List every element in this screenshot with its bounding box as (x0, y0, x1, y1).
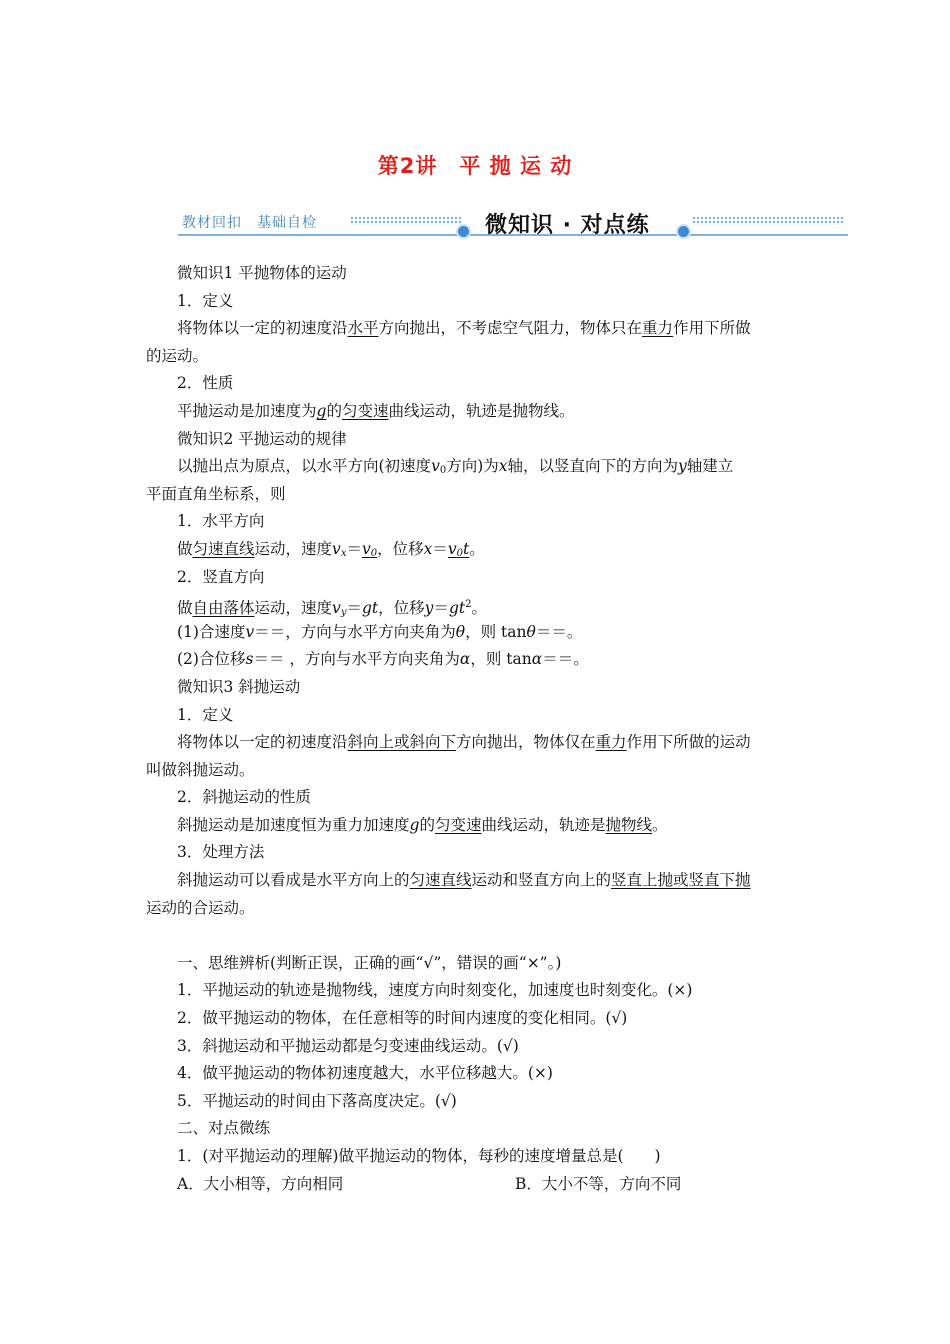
text: ＝＝。 (535, 622, 583, 641)
text: (1)合速度 (177, 622, 246, 641)
text: ＝ (432, 539, 448, 558)
k2-sub1: 1．水平方向 (177, 512, 265, 531)
text: ，位移 (378, 599, 425, 618)
symbol: θ (455, 622, 466, 641)
symbol: g (409, 815, 420, 834)
subscript: 0 (370, 547, 378, 559)
text: 运动和竖直方向上的 (471, 871, 612, 890)
symbol: t (463, 539, 470, 558)
text: 将物体以一定的初速度沿 (177, 733, 348, 752)
section-banner (178, 208, 848, 240)
answer-underline: 斜向上或斜向下 (347, 733, 457, 752)
symbol: v (431, 457, 440, 476)
symbol: x (498, 457, 508, 476)
k2-horizontal-line (146, 536, 816, 564)
page-title: 第2讲 平 抛 运 动 (377, 154, 573, 178)
text: 。 (469, 539, 485, 558)
text: 作用下所做 (673, 319, 751, 338)
symbol: s (245, 650, 254, 669)
k1-prop-line (146, 398, 816, 426)
symbol: v (447, 539, 457, 558)
text: 作用下所做的运动 (626, 733, 751, 752)
k2-combined-displacement (146, 646, 816, 674)
k1-sub1: 1．定义 (177, 291, 234, 310)
banner-title: 微知识 · 对点练 (485, 213, 650, 238)
superscript: 2 (465, 599, 472, 611)
symbol: v (361, 539, 371, 558)
option-a: A．大小相等，方向相同 (177, 1174, 344, 1193)
k2-sub2: 2．竖直方向 (177, 567, 265, 586)
symbol: v (245, 622, 255, 641)
spacer (146, 922, 816, 950)
k1-def-line1 (146, 315, 816, 343)
k3-method-line1 (146, 867, 816, 895)
practice-options (146, 1171, 816, 1199)
answer-underline: 抛物线 (605, 815, 653, 834)
symbol: gt (361, 599, 379, 618)
text: 做 (177, 599, 193, 618)
answer-underline (448, 540, 469, 558)
text: 的 (419, 815, 435, 834)
k2-combined-velocity (146, 619, 816, 647)
judge-item: 2．做平抛运动的物体，在任意相等的时间内速度的变化相同。(√) (177, 1009, 628, 1028)
text: 的 (326, 401, 342, 420)
symbol: v (332, 599, 341, 618)
text: 将物体以一定的初速度沿 (177, 319, 348, 338)
text: 轴建立 (686, 457, 734, 476)
text: 方向抛出，物体仅在 (456, 733, 596, 752)
text: 做 (177, 539, 193, 558)
text: ＝＝。 (542, 650, 589, 669)
option-b: B．大小不等，方向不同 (515, 1174, 682, 1193)
text: ＝＝ ，方向与水平方向夹角为 (253, 650, 460, 669)
subscript: 0 (456, 547, 464, 559)
text: ＝＝，方向与水平方向夹角为 (254, 622, 456, 641)
text: 斜抛运动是加速度恒为重力加速度 (177, 815, 410, 834)
symbol: x (423, 539, 433, 558)
k2-heading: 微知识2 平抛运动的规律 (177, 429, 347, 448)
text: 斜抛运动可以看成是水平方向上的 (177, 871, 410, 890)
k3-sub2: 2．斜抛运动的性质 (177, 788, 311, 807)
answer-underline: 水平 (347, 319, 379, 338)
document-body (146, 260, 816, 1198)
answer-underline: 匀速直线 (409, 871, 472, 890)
answer-underline: 重力 (595, 733, 627, 752)
k3-def-line1 (146, 729, 816, 757)
text: ，则 tan (465, 622, 527, 641)
answer-underline: g (316, 401, 327, 420)
text: 曲线运动，轨迹是 (481, 815, 606, 834)
k1-heading: 微知识1 平抛物体的运动 (177, 264, 347, 282)
text: (2)合位移 (177, 650, 246, 669)
text: ＝ (346, 599, 362, 618)
answer-underline: 匀速直线 (192, 539, 255, 558)
symbol: v (332, 539, 341, 558)
answer-underline: 匀变速 (434, 815, 482, 834)
text: ，则 tan (470, 650, 532, 669)
text: 。 (652, 815, 668, 834)
practice-heading: 二、对点微练 (177, 1119, 271, 1138)
text: 以抛出点为原点，以水平方向(初速度 (177, 457, 432, 476)
text: ＝ (433, 599, 449, 618)
judge-item: 4．做平抛运动的物体初速度越大，水平位移越大。(×) (177, 1064, 553, 1083)
judge-item: 5．平抛运动的时间由下落高度决定。(√) (177, 1091, 457, 1110)
banner-dots-left (350, 216, 462, 225)
k3-def-line2: 叫做斜抛运动。 (146, 760, 255, 779)
text: 运动，速度 (254, 539, 333, 558)
answer-underline (362, 540, 377, 558)
subscript: x (340, 547, 347, 559)
banner-dots-right (692, 216, 844, 225)
subscript: 0 (439, 465, 447, 477)
text: 方向)为 (446, 457, 499, 476)
text: 方向抛出，不考虑空气阻力，物体只在 (378, 319, 643, 338)
k3-sub1: 1．定义 (177, 705, 234, 724)
symbol: y (678, 457, 687, 476)
banner-bullet-right-icon (676, 224, 691, 239)
banner-subtitle: 教材回扣 基础自检 (182, 215, 317, 231)
symbol: gt (448, 599, 466, 618)
symbol: θ (526, 622, 536, 641)
text: 。 (471, 599, 487, 618)
text: 曲线运动，轨迹是抛物线。 (388, 401, 575, 420)
answer-underline: 自由落体 (192, 599, 255, 618)
text: ＝ (346, 539, 362, 558)
answer-underline: 竖直上抛或竖直下抛 (611, 871, 751, 890)
text: ，位移 (377, 539, 424, 558)
k2-intro-line1 (146, 453, 816, 481)
symbol: α (459, 650, 471, 669)
banner-bullet-left-icon (456, 224, 471, 239)
k2-vertical-line (146, 591, 816, 619)
k1-sub2: 2．性质 (177, 374, 234, 393)
k3-sub3: 3．处理方法 (177, 843, 265, 862)
k3-method-line2: 运动的合运动。 (146, 898, 255, 917)
symbol: y (424, 599, 434, 618)
text: 轴，以竖直向下的方向为 (507, 457, 679, 476)
k3-heading: 微知识3 斜抛运动 (177, 677, 301, 696)
answer-underline: 匀变速 (341, 401, 389, 420)
answer-underline: 重力 (642, 319, 674, 338)
judge-item: 1．平抛运动的轨迹是抛物线，速度方向时刻变化，加速度也时刻变化。(×) (177, 981, 693, 1000)
practice-question: 1．(对平抛运动的理解)做平抛运动的物体，每秒的速度增量总是( ) (177, 1147, 661, 1165)
text: 平抛运动是加速度为 (177, 401, 317, 420)
judge-heading: 一、思维辨析(判断正误，正确的画“√”，错误的画“×”。) (177, 953, 562, 972)
judge-item: 3．斜抛运动和平抛运动都是匀变速曲线运动。(√) (177, 1036, 519, 1055)
k2-intro-line2: 平面直角坐标系，则 (146, 484, 286, 503)
subscript: y (340, 607, 347, 619)
symbol: α (531, 650, 543, 669)
k3-prop-line (146, 812, 816, 840)
k1-def-line2: 的运动。 (146, 346, 209, 365)
text: 运动，速度 (254, 599, 333, 618)
